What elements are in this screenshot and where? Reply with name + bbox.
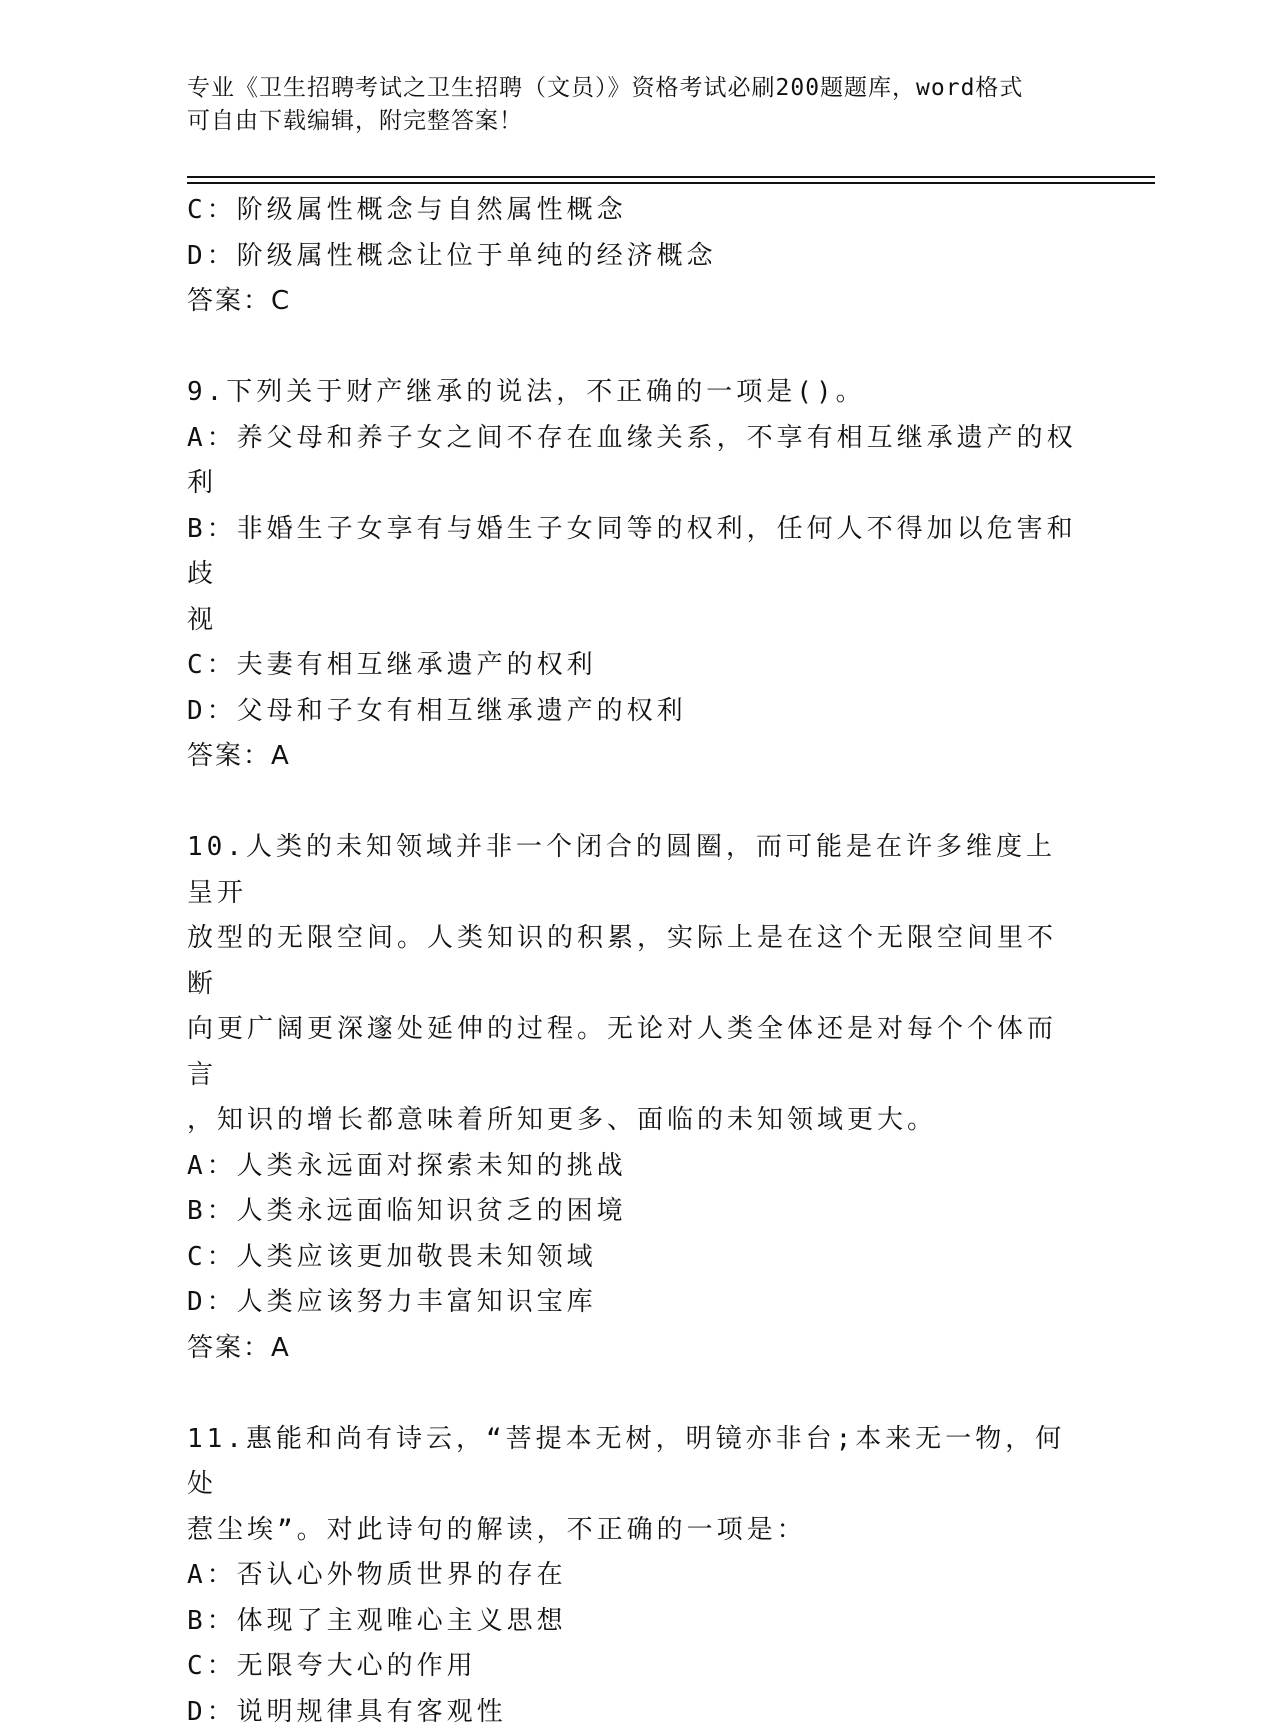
spacer	[187, 1371, 1077, 1417]
header-divider-bottom	[187, 182, 1155, 184]
q11-question-line-1: 11.惠能和尚有诗云，“菩提本无树，明镜亦非台;本来无一物，何处	[187, 1417, 1077, 1508]
header-divider-top	[187, 176, 1155, 178]
question-9	[187, 370, 1077, 780]
q10-option-d: D：人类应该努力丰富知识宝库	[187, 1280, 1077, 1326]
question-10	[187, 825, 1077, 1371]
q11-option-d: D：说明规律具有客观性	[187, 1690, 1077, 1735]
q10-question-line-2: 放型的无限空间。人类知识的积累，实际上是在这个无限空间里不断	[187, 916, 1077, 1007]
q9-option-b-line-1: B：非婚生子女享有与婚生子女同等的权利，任何人不得加以危害和歧	[187, 507, 1077, 598]
q11-question-line-2: 惹尘埃”。对此诗句的解读，不正确的一项是：	[187, 1508, 1077, 1554]
q11-option-b: B：体现了主观唯心主义思想	[187, 1599, 1077, 1645]
spacer	[187, 780, 1077, 826]
document-body	[187, 188, 1077, 1735]
q8-option-d: D：阶级属性概念让位于单纯的经济概念	[187, 234, 1077, 280]
q10-option-a: A：人类永远面对探索未知的挑战	[187, 1144, 1077, 1190]
q10-question-line-3: 向更广阔更深邃处延伸的过程。无论对人类全体还是对每个个体而言	[187, 1007, 1077, 1098]
q9-option-d: D：父母和子女有相互继承遗产的权利	[187, 689, 1077, 735]
q11-option-c: C：无限夸大心的作用	[187, 1644, 1077, 1690]
q8-answer: 答案：C	[187, 279, 1077, 325]
q8-option-c: C：阶级属性概念与自然属性概念	[187, 188, 1077, 234]
q9-option-a: A：养父母和养子女之间不存在血缘关系，不享有相互继承遗产的权利	[187, 416, 1077, 507]
q10-option-c: C：人类应该更加敬畏未知领域	[187, 1235, 1077, 1281]
question-11	[187, 1417, 1077, 1735]
question-8-fragment	[187, 188, 1077, 325]
spacer	[187, 325, 1077, 371]
q11-option-a: A：否认心外物质世界的存在	[187, 1553, 1077, 1599]
q10-answer: 答案：A	[187, 1326, 1077, 1372]
q9-question: 9.下列关于财产继承的说法，不正确的一项是()。	[187, 370, 1077, 416]
header-line-2: 可自由下载编辑，附完整答案！	[187, 105, 1067, 138]
q10-question-line-4: ，知识的增长都意味着所知更多、面临的未知领域更大。	[187, 1098, 1077, 1144]
page-header	[187, 72, 1067, 138]
q9-answer: 答案：A	[187, 734, 1077, 780]
q10-option-b: B：人类永远面临知识贫乏的困境	[187, 1189, 1077, 1235]
q9-option-b-line-2: 视	[187, 598, 1077, 644]
q9-option-c: C：夫妻有相互继承遗产的权利	[187, 643, 1077, 689]
header-line-1: 专业《卫生招聘考试之卫生招聘（文员）》资格考试必刷200题题库，word格式	[187, 72, 1067, 105]
q10-question-line-1: 10.人类的未知领域并非一个闭合的圆圈，而可能是在许多维度上呈开	[187, 825, 1077, 916]
